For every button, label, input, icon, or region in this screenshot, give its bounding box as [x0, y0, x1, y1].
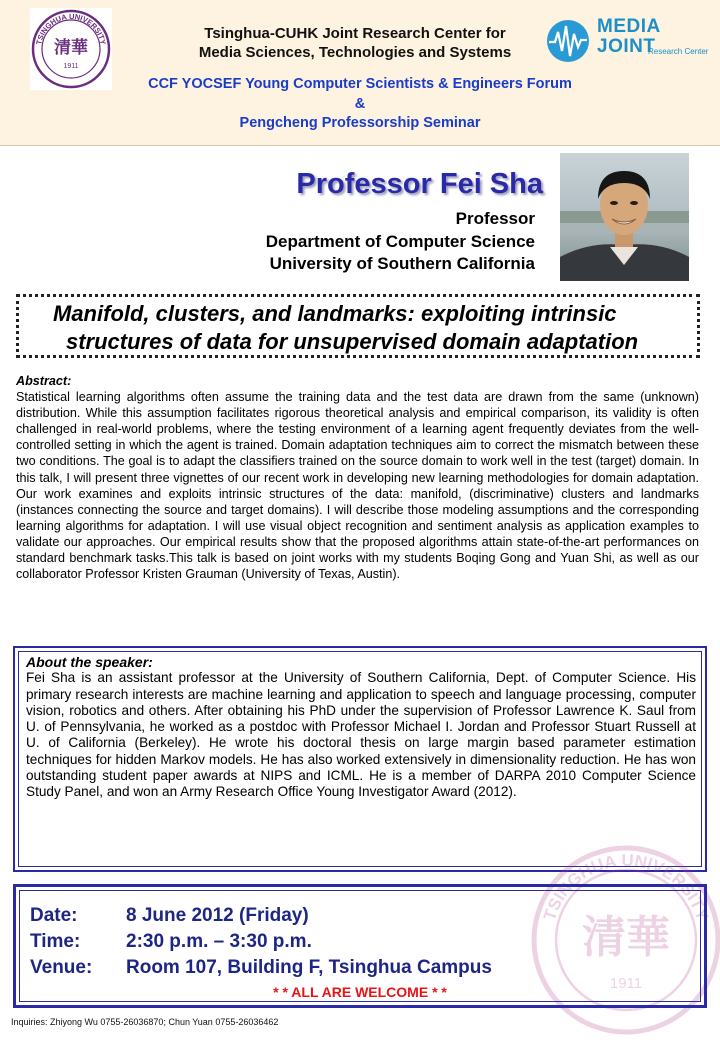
talk-title-line2: structures of data for unsupervised domain adaptation	[66, 329, 639, 354]
svg-text:清華: 清華	[54, 38, 88, 58]
media-logo-text3: Research Center	[648, 47, 709, 56]
venue-label: Venue:	[30, 957, 93, 978]
media-joint-logo	[545, 16, 715, 66]
seminar-title: Pengcheng Professorship Seminar	[239, 115, 481, 131]
svg-text:1911: 1911	[63, 63, 79, 70]
talk-title-box	[16, 294, 700, 358]
inquiries-footer: Inquiries: Zhiyong Wu 0755-26036870; Chun Yuan 0755-26036462	[11, 1017, 279, 1027]
time-value: 2:30 p.m. – 3:30 p.m.	[126, 931, 312, 952]
speaker-name: Professor Fei Sha	[296, 168, 543, 200]
about-label: About the speaker:	[26, 654, 153, 670]
talk-title-line1: Manifold, clusters, and landmarks: exploiting intrinsic	[53, 301, 617, 326]
welcome-banner: * * ALL ARE WELCOME * *	[273, 984, 447, 1000]
event-venue-row	[30, 957, 492, 979]
event-info-box	[13, 884, 707, 1008]
time-label: Time:	[30, 931, 81, 952]
speaker-department: Department of Computer Science	[265, 232, 535, 251]
about-speaker-section	[26, 654, 696, 801]
forum-title: CCF YOCSEF Young Computer Scientists & Engineers Forum	[148, 76, 572, 92]
center-name-line2: Media Sciences, Technologies and Systems	[198, 44, 512, 61]
abstract-label: Abstract:	[16, 374, 72, 388]
speaker-title: Professor	[455, 209, 535, 228]
event-time-row	[30, 931, 312, 953]
venue-value: Room 107, Building F, Tsinghua Campus	[126, 957, 492, 978]
speaker-university: University of Southern California	[269, 254, 535, 273]
about-text: Fei Sha is an assistant professor at the University of Southern California, Dept. of Computer Science. His primary research interests are machine learning and application to speech and language processing, computer vision, robotics and others. After obtaining his PhD under the supervision of Professor Lawrence K. Saul from U. of Pennsylvania, he worked as a postdoc with Professor Michael I. Jordan and Professor Stuart Russell at U. of California (Berkeley). He wrote his doctoral thesis on large margin based parameter estimation techniques for hidden Markov models. He has also worked extensively in dimensionality reduction. He has won outstanding student paper awards at NIPS and ICML. He is a member of DARPA 2010 Computer Science Study Panel, and won an Army Research Office Young Investigator Award (2012).	[26, 670, 696, 800]
poster-header	[0, 0, 720, 146]
about-speaker-box	[13, 646, 707, 872]
svg-text:1911: 1911	[609, 975, 643, 992]
event-date-row	[30, 905, 309, 927]
forum-ampersand: &	[354, 96, 366, 112]
date-label: Date:	[30, 905, 78, 926]
date-value: 8 June 2012 (Friday)	[126, 905, 309, 926]
media-logo-text2: JOINT	[597, 36, 656, 57]
speaker-photo	[560, 153, 689, 281]
abstract-section	[16, 373, 699, 582]
svg-text:TSINGHUA UNIVERSITY: TSINGHUA UNIVERSITY	[539, 850, 713, 923]
waveform-icon	[545, 18, 591, 64]
svg-text:清華: 清華	[582, 912, 670, 963]
abstract-text: Statistical learning algorithms often assume the training data and the test data are drawn from the same (unknown) distribution. While this assumption facilitates rigorous theoretical analysis and empirical comparison, its validity is often challenged in real-world problems, where the testing environment of a learning agent frequently deviates from the well-controlled setting in which the agent is trained. Domain adaptation techniques aim to correct the mismatch between these two conditions. The goal is to adapt the classifiers trained on the source domain to work well in the test (target) domain. In this talk, I will present three vignettes of our recent work in developing new learning methodologies for domain adaptation. Our work examines and exploits intrinsic structures of the data: manifold, (discriminative) clusters and landmarks (instances connecting the source and target domains). I will describe those modeling assumptions and the corresponding learning algorithms for adaptation. I will use visual object recognition and sentiment analysis as application examples to validate our approaches. Our empirical results show that the proposed algorithms attain state-of-the-art performances on standard benchmark tasks.This talk is based on joint works with my students Boqing Gong and Yuan Shi, as well as our collaborator Professor Kristen Grauman (University of Texas, Austin).	[16, 390, 699, 582]
media-logo-text1: MEDIA	[597, 16, 661, 37]
svg-text:TSINGHUA UNIVERSITY: TSINGHUA UNIVERSITY	[34, 11, 108, 46]
center-name-line1: Tsinghua-CUHK Joint Research Center for	[204, 25, 506, 42]
